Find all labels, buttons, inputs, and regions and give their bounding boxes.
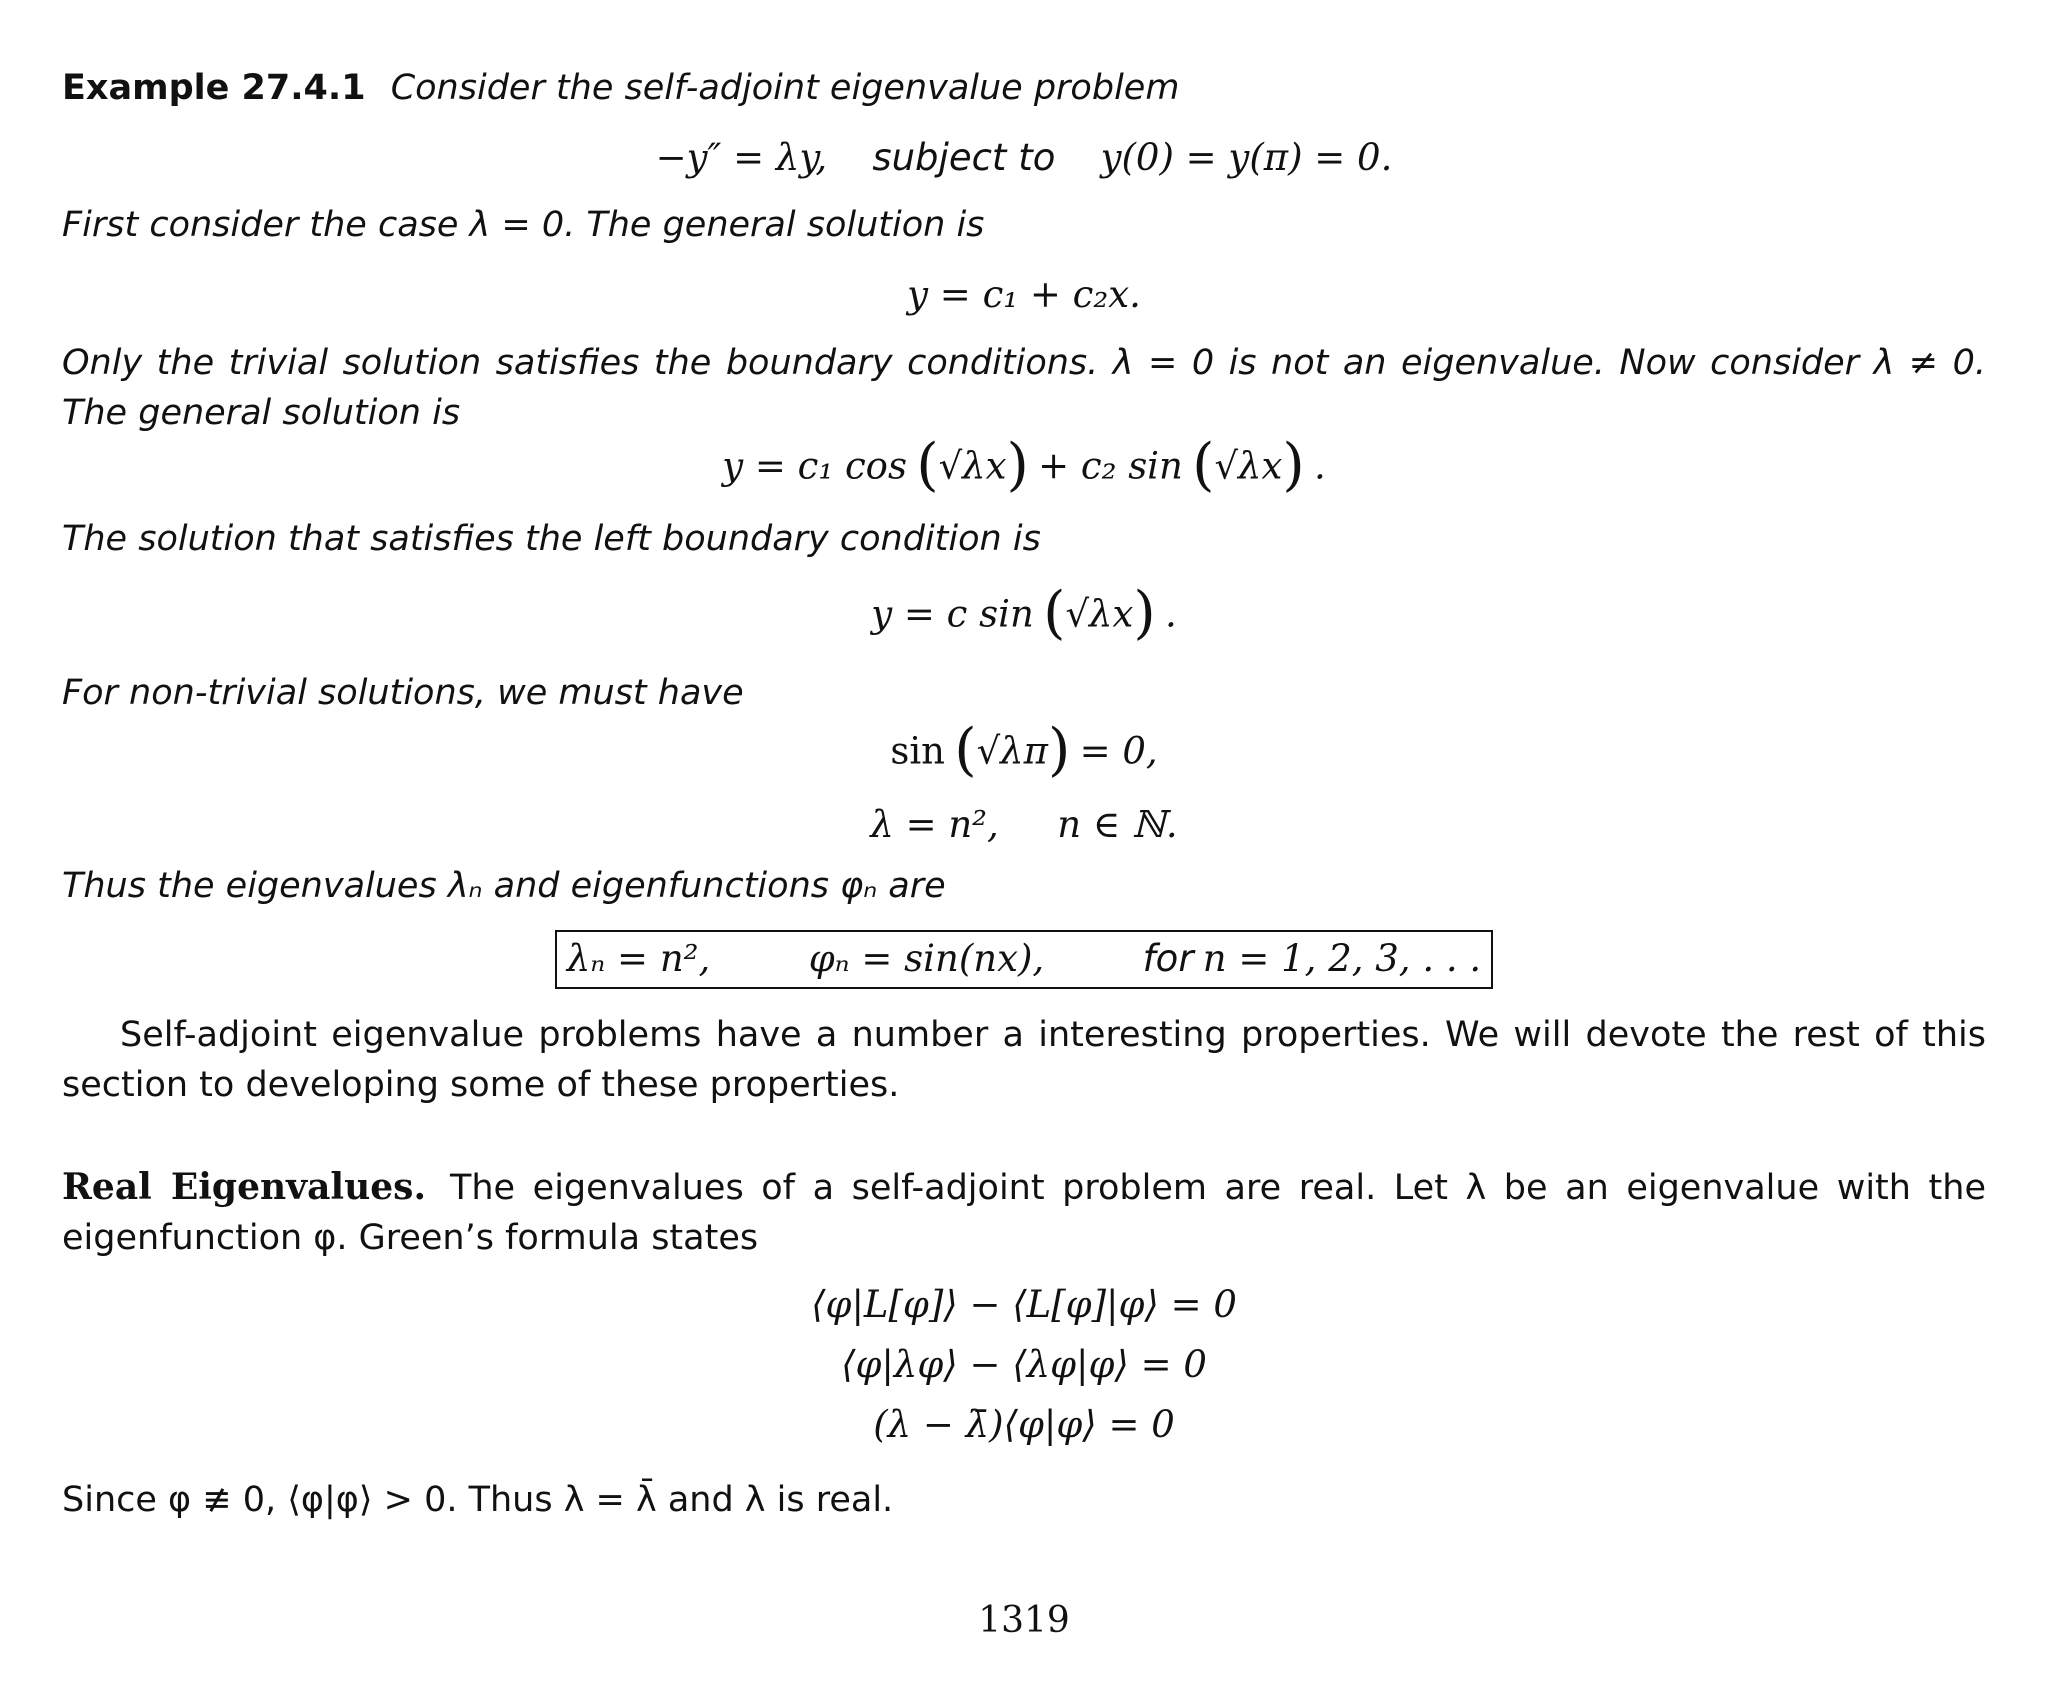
equation-eigenvalue-set — [0, 800, 2048, 851]
equation-problem-subject: subject to — [872, 136, 1056, 179]
section-heading-real: Real Eigenvalues. — [62, 1166, 426, 1208]
equation-general-trig: y = c₁ cos (√λx) + c₂ sin (√λx) . — [722, 431, 1326, 498]
equation-left-solution-b: √λx — [1065, 592, 1134, 636]
paragraph-trivial: Only the trivial solution satisfies the boundary conditions. λ = 0 is not an eigenvalue. Now consider λ ≠ 0. The general solution is — [62, 343, 1986, 433]
boxed-result — [0, 930, 2048, 989]
equation-general-trig-c: + c₂ sin — [1038, 444, 1183, 488]
equation-general-trig-e: . — [1314, 444, 1326, 488]
equation-sine-zero-a: sin — [890, 729, 945, 773]
paragraph-lambda-zero: First consider the case λ = 0. The general solution is — [62, 205, 985, 245]
equation-sine-zero: sin (√λπ) = 0, — [890, 716, 1158, 783]
green-line-3: (λ − λ̄)⟨φ|φ⟩ = 0 — [873, 1403, 1175, 1446]
equation-general-trig-b: √λx — [938, 444, 1007, 488]
result-box — [555, 930, 1493, 989]
equation-eigenvalue-set-b: n ∈ ℕ. — [1057, 803, 1178, 846]
paragraph-properties: Self-adjoint eigenvalue problems have a number a interesting properties. We will devote the rest of this section to developing some of these properties. — [62, 1015, 1986, 1105]
result-eigenfunctions: φₙ = sin(nx), — [808, 937, 1045, 980]
equation-sine-zero-b: √λπ — [976, 729, 1048, 773]
result-for-label: for — [1142, 937, 1194, 980]
example-intro-line — [62, 66, 1179, 110]
real-eigenvalues-text: The eigenvalues of a self-adjoint problem are real. Let λ be an eigenvalue with the eigenfunction φ. Green’s formula states — [62, 1168, 1986, 1258]
equation-general-trig-d: √λx — [1214, 444, 1283, 488]
result-eigenvalues: λₙ = n², — [566, 937, 711, 980]
equation-problem — [0, 133, 2048, 184]
paragraph-thus: Thus the eigenvalues λₙ and eigenfunctions φₙ are — [62, 866, 946, 906]
equation-left-solution: y = c sin (√λx) . — [871, 579, 1177, 646]
paragraph-nontrivial: For non-trivial solutions, we must have — [62, 673, 744, 713]
equation-general-linear: y = c₁ + c₂x. — [907, 273, 1141, 316]
example-label: Example 27.4.1 — [62, 68, 366, 108]
result-range: n = 1, 2, 3, . . . — [1202, 937, 1482, 980]
equation-left-solution-c: . — [1164, 592, 1177, 636]
green-line-2: ⟨φ|λφ⟩ − ⟨λφ|φ⟩ = 0 — [841, 1343, 1207, 1386]
paragraph-conclusion: Since φ ≢ 0, ⟨φ|φ⟩ > 0. Thus λ = λ̄ and λ is real. — [62, 1480, 894, 1520]
green-line-1: ⟨φ|L[φ]⟩ − ⟨L[φ]|φ⟩ = 0 — [811, 1283, 1237, 1326]
example-intro: Consider the self-adjoint eigenvalue problem — [390, 68, 1180, 108]
equation-sine-zero-c: = 0, — [1079, 729, 1158, 773]
equation-general-trig-a: y = c₁ cos — [722, 444, 907, 488]
equation-problem-left: −y″ = λy, — [655, 136, 828, 179]
equation-eigenvalue-set-a: λ = n², — [870, 803, 999, 846]
equation-left-solution-a: y = c sin — [871, 592, 1034, 636]
page-number: 1319 — [978, 1600, 1070, 1641]
paragraph-left-boundary: The solution that satisfies the left boundary condition is — [62, 519, 1041, 559]
paragraph-real-eigenvalues — [62, 1162, 1986, 1263]
equation-problem-right: y(0) = y(π) = 0. — [1100, 136, 1393, 179]
